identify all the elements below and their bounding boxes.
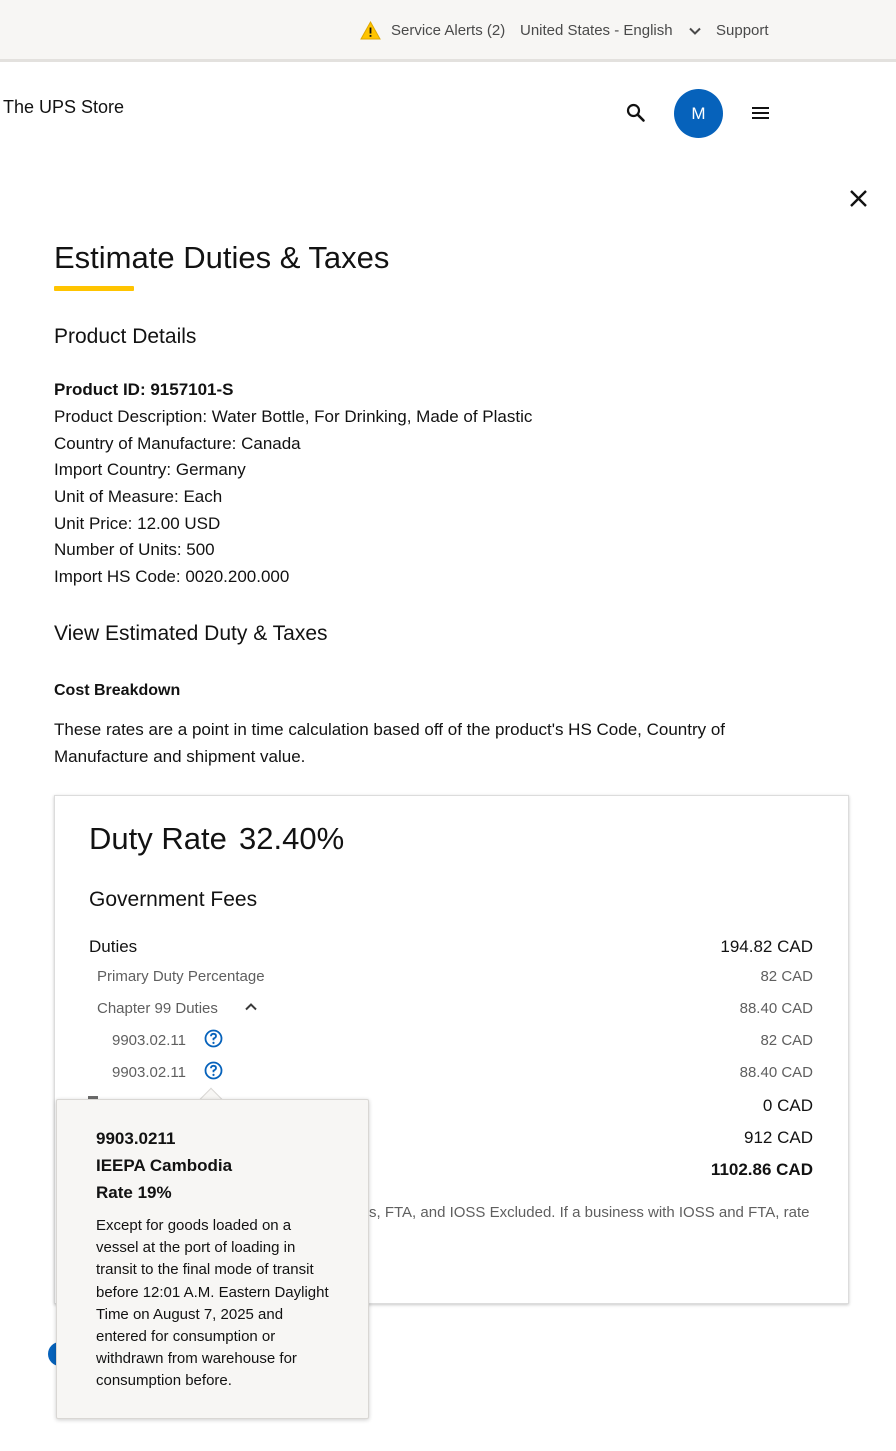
warning-icon[interactable]	[360, 21, 381, 40]
cost-breakdown-label: Cost Breakdown	[54, 682, 181, 699]
product-id: Product ID: 9157101-S	[54, 380, 234, 399]
disclaimer-text: s, FTA, and IOSS Excluded. If a business with IOSS and FTA, rate	[369, 1204, 810, 1221]
chevron-down-icon[interactable]	[688, 24, 702, 38]
primary-duty-label: Primary Duty Percentage	[97, 968, 265, 985]
government-fees-heading: Government Fees	[89, 888, 258, 911]
utility-bar	[0, 0, 896, 62]
total-value: 1102.86 CAD	[710, 1160, 813, 1179]
locale-selector[interactable]: United States - English	[520, 22, 673, 39]
title-underline	[54, 286, 134, 291]
hs-code-tooltip	[56, 1099, 369, 1419]
support-link[interactable]: Support	[716, 22, 769, 39]
chevron-up-icon[interactable]	[244, 1001, 258, 1013]
service-alerts-link[interactable]: Service Alerts (2)	[391, 22, 506, 39]
sub-item-value: 88.40 CAD	[739, 1064, 813, 1081]
import-hs-code: Import HS Code: 0020.200.000	[54, 567, 290, 586]
unit-of-measure: Unit of Measure: Each	[54, 487, 223, 506]
tooltip-rate: Rate 19%	[96, 1183, 172, 1202]
sub-item-code: 9903.02.11	[112, 1064, 186, 1081]
tooltip-code: 9903.0211	[96, 1129, 176, 1148]
primary-duty-value: 82 CAD	[760, 968, 813, 985]
help-icon[interactable]	[204, 1061, 223, 1080]
product-details-heading: Product Details	[54, 325, 197, 348]
country-of-manufacture: Country of Manufacture: Canada	[54, 434, 301, 453]
fee-row-value: 912 CAD	[744, 1128, 813, 1147]
close-icon[interactable]	[848, 188, 869, 209]
duty-rate-value: 32.40%	[239, 821, 345, 856]
number-of-units: Number of Units: 500	[54, 540, 215, 559]
sub-item-code: 9903.02.11	[112, 1032, 186, 1049]
brand-logo-link[interactable]: The UPS Store	[3, 97, 125, 117]
help-icon[interactable]	[204, 1029, 223, 1048]
duties-value: 194.82 CAD	[720, 937, 813, 956]
tooltip-body: Except for goods loaded on a vessel at the port of loading in transit to the final mode of transit before 12:01 A.M. Eastern Daylight Time on August 7, 2025 and entered for consumption or withdrawn from warehouse for consumption before.	[96, 1217, 329, 1390]
chapter99-toggle[interactable]: Chapter 99 Duties	[97, 1000, 218, 1017]
chapter99-value: 88.40 CAD	[739, 1000, 813, 1017]
unit-price: Unit Price: 12.00 USD	[54, 514, 221, 533]
import-country: Import Country: Germany	[54, 460, 246, 479]
cost-breakdown-description: These rates are a point in time calculation based off of the product's HS Code, Country of Manufacture and shipment value.	[54, 720, 726, 766]
search-icon[interactable]	[625, 102, 647, 124]
tooltip-name: IEEPA Cambodia	[96, 1156, 233, 1175]
estimate-heading: View Estimated Duty & Taxes	[54, 622, 328, 645]
sub-item-value: 82 CAD	[760, 1032, 813, 1049]
product-description: Product Description: Water Bottle, For Drinking, Made of Plastic	[54, 407, 533, 426]
avatar[interactable]: M	[674, 89, 723, 138]
fee-row-value: 0 CAD	[762, 1096, 813, 1115]
page-title: Estimate Duties & Taxes	[54, 240, 390, 275]
duty-rate-label: Duty Rate	[89, 821, 227, 856]
duties-label: Duties	[89, 937, 138, 956]
menu-icon[interactable]	[750, 103, 772, 123]
